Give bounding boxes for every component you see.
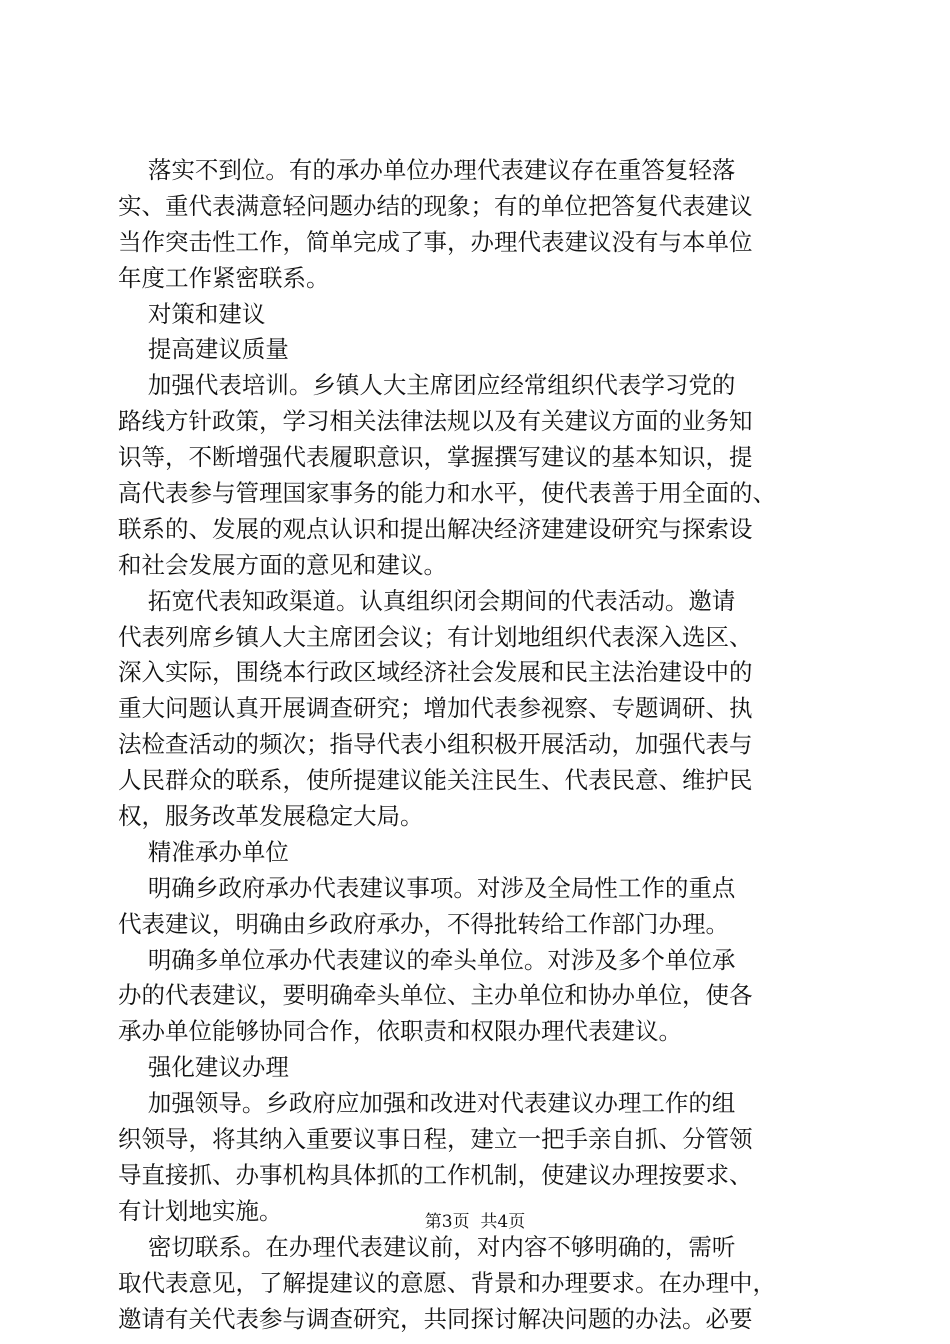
text-line: 有计划地实施。 [118, 1196, 283, 1225]
text-line: 办的代表建议，要明确牵头单位、主办单位和协办单位，使各 [118, 981, 753, 1010]
text-line: 承办单位能够协同合作，依职责和权限办理代表建议。 [118, 1017, 682, 1046]
text-line: 路线方针政策，学习相关法律法规以及有关建议方面的业务知 [118, 407, 753, 436]
text-line: 深入实际，围绕本行政区域经济社会发展和民主法治建设中的 [118, 658, 753, 687]
text-line: 代表建议，明确由乡政府承办，不得批转给工作部门办理。 [118, 909, 729, 938]
text-line: 代表列席乡镇人大主席团会议；有计划地组织代表深入选区、 [118, 622, 753, 651]
text-line: 落实不到位。有的承办单位办理代表建议存在重答复轻落 [118, 156, 736, 184]
text-line: 联系的、发展的观点认识和提出解决经济建建设研究与探索设 [118, 514, 753, 543]
text-line: 对策和建议 [118, 299, 266, 328]
text-line: 提高建议质量 [118, 335, 289, 364]
text-line: 识等，不断增强代表履职意识，掌握撰写建议的基本知识，提 [118, 443, 753, 472]
document-body [118, 153, 838, 1337]
text-line: 高代表参与管理国家事务的能力和水平，使代表善于用全面的、 [118, 479, 776, 508]
page-footer: 第3页 共4页 [424, 1212, 526, 1232]
text-line: 重大问题认真开展调查研究；增加代表参视察、专题调研、执 [118, 694, 753, 723]
text-line: 导直接抓、办事机构具体抓的工作机制，使建议办理按要求、 [118, 1160, 753, 1189]
text-line: 密切联系。在办理代表建议前，对内容不够明确的，需听 [118, 1232, 736, 1261]
text-line: 和社会发展方面的意见和建议。 [118, 550, 447, 579]
text-line: 人民群众的联系，使所提建议能关注民生、代表民意、维护民 [118, 766, 753, 795]
text-line: 精准承办单位 [118, 837, 289, 866]
text-line: 法检查活动的频次；指导代表小组积极开展活动，加强代表与 [118, 730, 753, 759]
text-line: 当作突击性工作，简单完成了事，办理代表建议没有与本单位 [118, 227, 753, 256]
text-line: 邀请有关代表参与调查研究，共同探讨解决问题的办法。必要 [118, 1304, 753, 1333]
text-line: 加强领导。乡政府应加强和改进对代表建议办理工作的组 [118, 1089, 736, 1118]
text-line: 权，服务改革发展稳定大局。 [118, 802, 424, 831]
text-line: 明确乡政府承办代表建议事项。对涉及全局性工作的重点 [118, 873, 736, 902]
text-line: 加强代表培训。乡镇人大主席团应经常组织代表学习党的 [118, 371, 736, 400]
text-line: 拓宽代表知政渠道。认真组织闭会期间的代表活动。邀请 [118, 586, 736, 615]
text-line: 实、重代表满意轻问题办结的现象；有的单位把答复代表建议 [118, 191, 753, 220]
text-line: 织领导，将其纳入重要议事日程，建立一把手亲自抓、分管领 [118, 1125, 753, 1154]
text-line: 年度工作紧密联系。 [118, 263, 330, 292]
text-line: 明确多单位承办代表建议的牵头单位。对涉及多个单位承 [118, 945, 736, 974]
text-line: 取代表意见，了解提建议的意愿、背景和办理要求。在办理中， [118, 1268, 776, 1297]
text-line: 强化建议办理 [118, 1053, 289, 1082]
